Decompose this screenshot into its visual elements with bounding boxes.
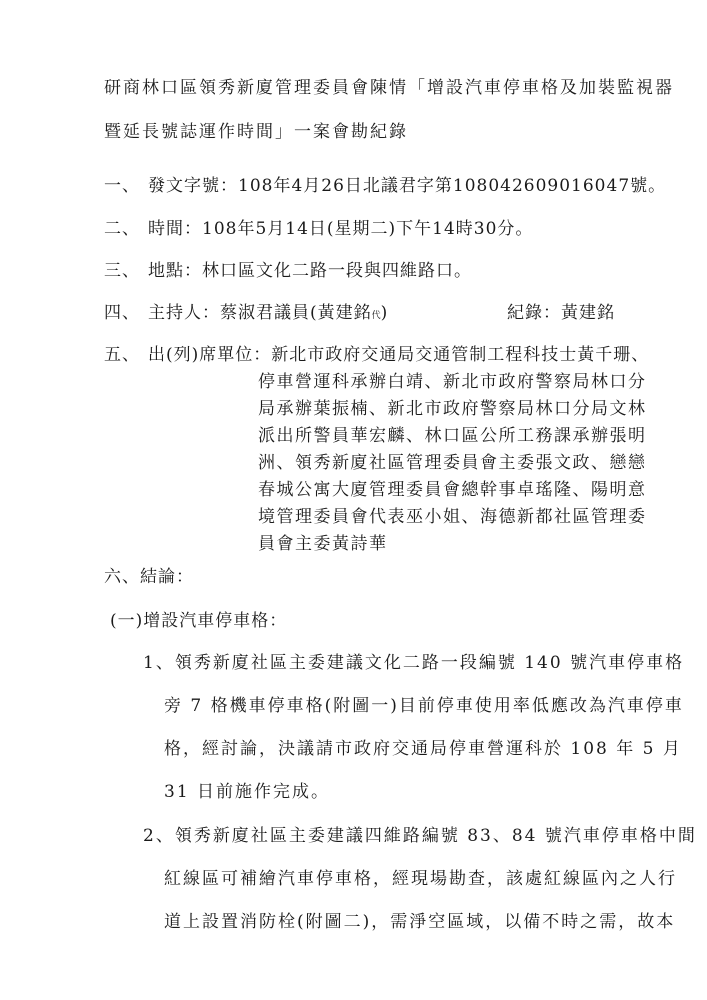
item-doc-number <box>104 174 666 198</box>
attendee-line: 局承辦葉振楠、新北市政府警察局林口分局文林 <box>258 399 647 419</box>
point-1-line: 1、領秀新廈社區主委建議文化二路一段編號 140 號汽車停車格 <box>143 653 685 673</box>
item-text-close: ) <box>380 303 389 323</box>
item-number: 二、 <box>104 219 140 239</box>
attendee-line: 洲、領秀新廈社區管理委員會主委張文政、戀戀 <box>258 453 647 473</box>
point-1-line: 格，經討論，決議請市政府交通局停車營運科於 108 年 5 月 <box>164 739 682 759</box>
point-2-line: 道上設置消防栓(附圖二)，需淨空區域，以備不時之需，故本 <box>164 912 676 932</box>
attendee-line: 員會主委黃詩華 <box>258 534 388 554</box>
item-number: 四、 <box>104 303 140 323</box>
point-1-line: 31 日前施作完成。 <box>164 782 331 802</box>
conclusion-heading: 六、結論： <box>104 567 194 587</box>
point-2-line: 2、領秀新廈社區主委建議四維路編號 83、84 號汽車停車格中間 <box>143 826 697 846</box>
item-number: 一、 <box>104 176 140 196</box>
item-text: 出(列)席單位：新北市政府交通局交通管制工程科技士黃千珊、 <box>148 345 650 365</box>
point-1-line: 旁 7 格機車停車格(附圖一)目前停車使用率低應改為汽車停車 <box>164 696 684 716</box>
sub-heading: (一)增設汽車停車格： <box>110 611 288 631</box>
point-2-line: 紅線區可補繪汽車停車格，經現場勘查，該處紅線區內之人行 <box>164 869 677 889</box>
item-text: 地點：林口區文化二路一段與四維路口。 <box>148 261 472 281</box>
item-text: 時間：108年5月14日(星期二)下午14時30分。 <box>148 219 534 239</box>
item-attendees <box>104 343 649 367</box>
item-text: 發文字號：108年4月26日北議君字第108042609016047號。 <box>148 176 667 196</box>
item-location <box>104 259 472 283</box>
attendee-line: 停車營運科承辦白靖、新北市政府警察局林口分 <box>258 372 647 392</box>
document-title-line-2: 暨延長號誌運作時間」一案會勘紀錄 <box>104 122 408 142</box>
item-number: 三、 <box>104 261 140 281</box>
attendee-line: 春城公寓大廈管理委員會總幹事卓瑤隆、陽明意 <box>258 480 647 500</box>
document-title-line-1: 研商林口區領秀新廈管理委員會陳情「增設汽車停車格及加裝監視器 <box>104 78 674 98</box>
item-host <box>104 301 388 328</box>
item-time <box>104 217 533 241</box>
deputy-mark: 代 <box>371 311 381 321</box>
attendee-line: 境管理委員會代表巫小姐、海德新都社區管理委 <box>258 507 647 527</box>
attendee-line: 派出所警員華宏麟、林口區公所工務課承辦張明 <box>258 426 647 446</box>
item-text: 主持人：蔡淑君議員(黃建銘 <box>148 303 372 323</box>
item-number: 五、 <box>104 345 140 365</box>
recorder: 紀錄：黃建銘 <box>507 303 615 323</box>
